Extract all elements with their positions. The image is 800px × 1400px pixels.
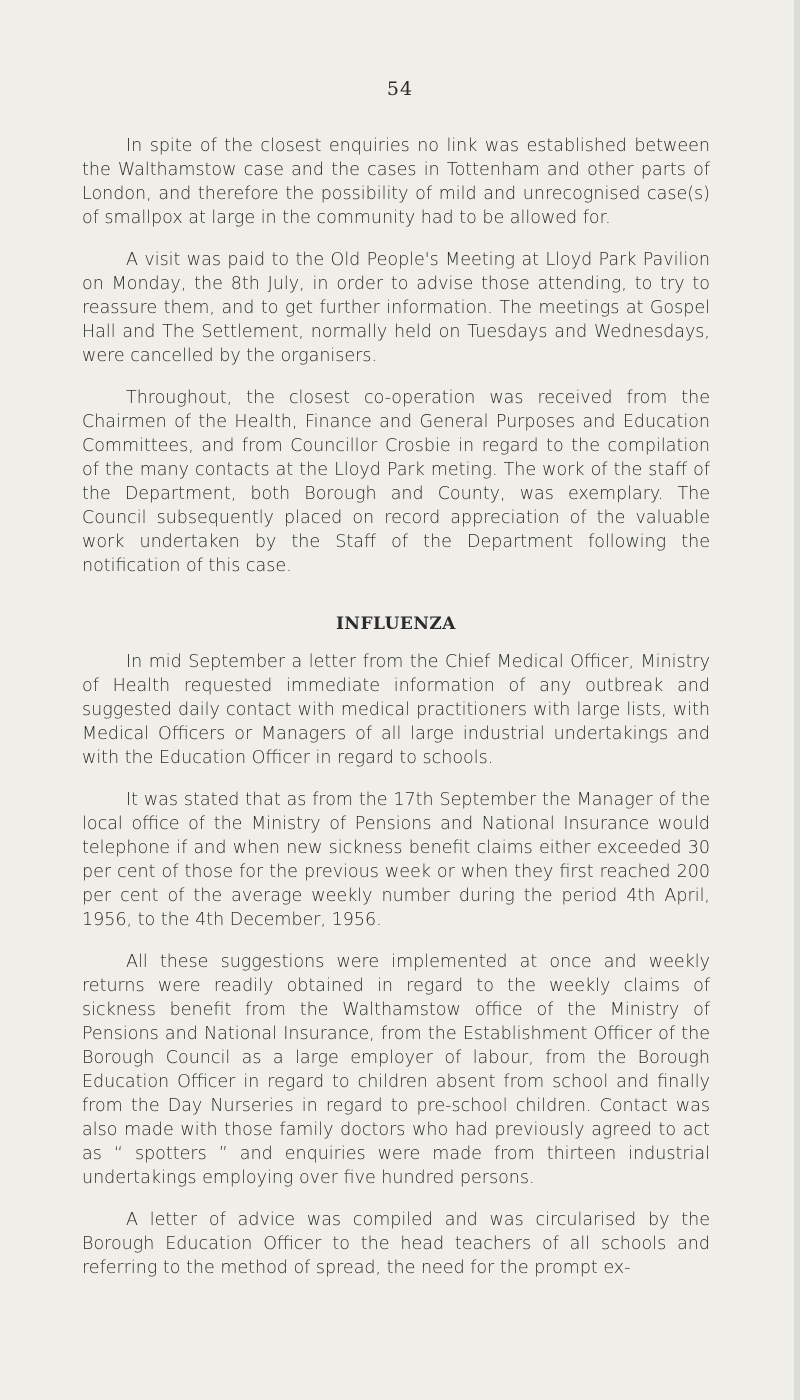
paragraph-letter-of-advice: A letter of advice was compiled and was circularised by the Borough Education Officer to the head teachers of all schools and referring to the method of spread, the need for the prompt ex- bbox=[82, 1210, 710, 1278]
paragraph-cooperation: Throughout, the closest co-operation was received from the Chairmen of the Health, Finance and General Purposes and Education Committees, and from Councillor Crosbie in regard to the compilation of the many contacts at the Lloyd Park meting. The work of the staff of the Department, both Borough and County, was exemplary. The Council subsequently placed on record appreciation of the valuable work undertaken by the Staff of the Department following the notification of this case. bbox=[82, 388, 710, 576]
paragraph-smallpox-enquiries: In spite of the closest enquiries no link was established between the Walthamstow case and the cases in Tottenham and other parts of London, and therefore the possibility of mild and unrecognised case(s) of smallpox at large in the community had to be allowed for. bbox=[82, 136, 710, 228]
document-body bbox=[82, 134, 710, 1280]
paragraph-suggestions-implemented: All these suggestions were implemented at once and weekly returns were readily obtained in regard to the weekly claims of sickness benefit from the Walthamstow office of the Ministry of Pensions and National Insurance, from the Establishment Officer of the Borough Council as a large employer of labour, from the Borough Education Officer in regard to children absent from school and finally from the Day Nurseries in regard to pre-school children. Contact was also made with those family doctors who had previously agreed to act as “ spotters ” and enquiries were made from thirteen industrial undertakings employing over five hundred persons. bbox=[82, 952, 710, 1188]
paragraph-sickness-benefit-claims: It was stated that as from the 17th September the Manager of the local office of the Ministry of Pensions and National Insurance would telephone if and when new sickness benefit claims either exceeded 30 per cent of those for the previous week or when they first reached 200 per cent of the average weekly number during the period 4th April, 1956, to the 4th December, 1956. bbox=[82, 790, 710, 930]
section-heading-influenza: INFLUENZA bbox=[335, 614, 456, 634]
paragraph-old-peoples-meeting: A visit was paid to the Old People's Meeting at Lloyd Park Pavilion on Monday, the 8th July, in order to advise those attending, to try to reassure them, and to get further information. The meetings at Gospel Hall and The Settlement, normally held on Tuesdays and Wednesdays, were cancelled by the organisers. bbox=[82, 250, 710, 366]
paragraph-ministry-letter: In mid September a letter from the Chief Medical Officer, Ministry of Health requested immediate information of any outbreak and suggested daily contact with medical practitioners with large lists, with Medical Officers or Managers of all large industrial undertakings and with the Education Officer in regard to schools. bbox=[82, 652, 710, 768]
page-edge-shadow bbox=[794, 0, 800, 1400]
page-number: 54 bbox=[386, 78, 414, 100]
